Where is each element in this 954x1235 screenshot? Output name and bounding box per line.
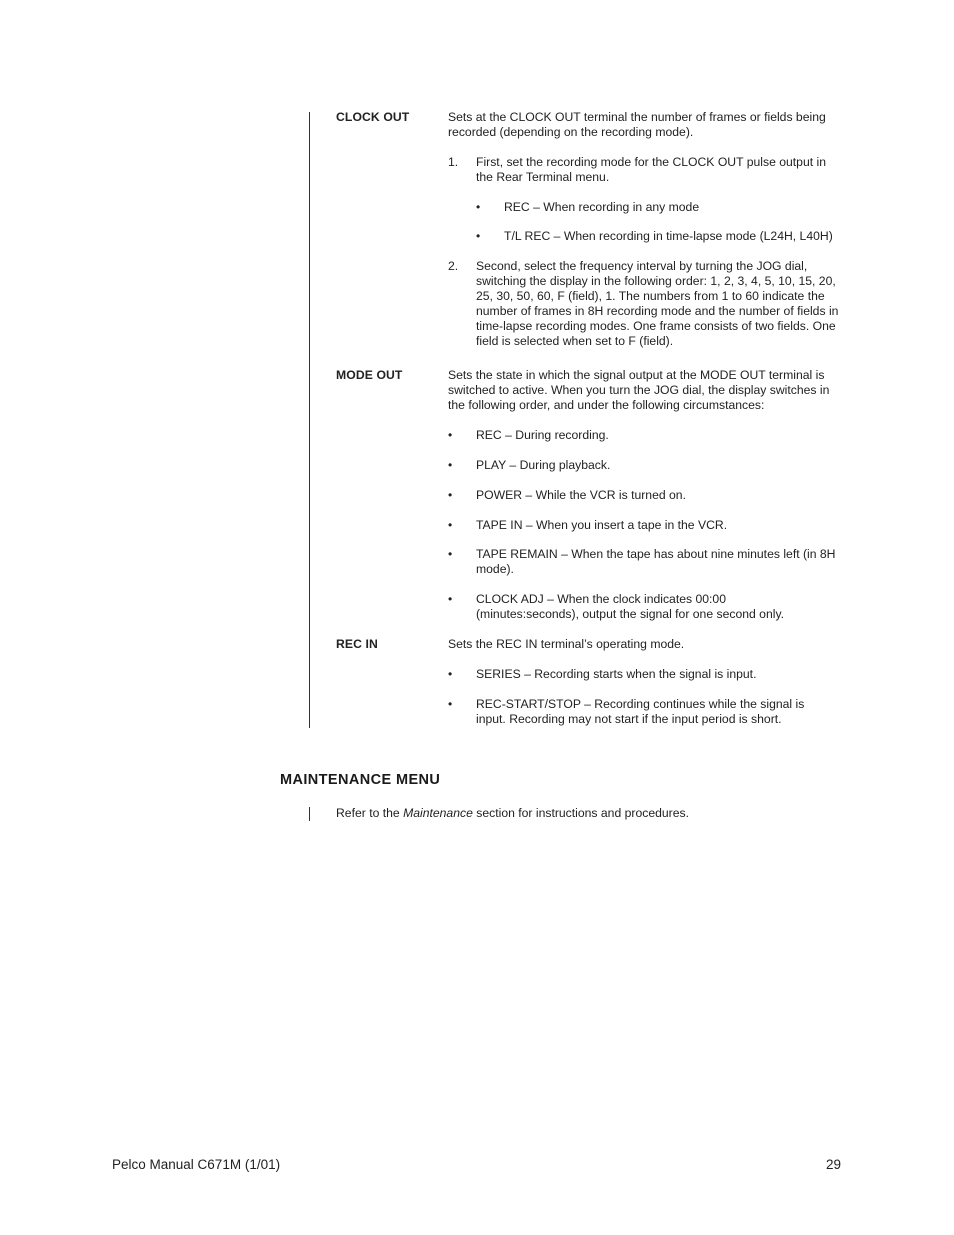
footer-manual: Pelco Manual C671M (1/01) — [112, 1157, 281, 1172]
maintenance-text-before: Refer to the — [336, 806, 404, 820]
step-text: Second, select the frequency interval by turning the JOG dial, switching the display in the following order: 1, 2, 3, 4, 5, 10, 15, 20, 25, 30, 50, 60, F (field), 1. The numbers from 1 to 60 indicate the number of frames in 8H recording mode and the number of fields in time-lapse recording modes. One frame consists of two fields. One field is selected when set to F (field). — [476, 259, 839, 348]
list-item: PLAY – During playback. — [476, 458, 611, 472]
bullet: • — [448, 428, 453, 442]
bullet: • — [448, 547, 453, 561]
mode-out-description: Sets the state in which the signal output at the MODE OUT terminal is switched to active. When you turn the JOG dial, the display switches in the following order, and under the following circumstances: — [448, 368, 830, 412]
list-item: REC – During recording. — [476, 428, 609, 442]
bullet: • — [448, 458, 453, 472]
maintenance-section-reference: Maintenance — [403, 806, 473, 820]
maintenance-text-after: section for instructions and procedures. — [472, 806, 689, 820]
step-text: First, set the recording mode for the CLOCK OUT pulse output in the Rear Terminal menu. — [476, 155, 826, 184]
bullet: • — [448, 518, 453, 532]
sub-list-item: REC – When recording in any mode — [504, 200, 700, 214]
page-number: 29 — [826, 1157, 842, 1172]
bullet: • — [448, 592, 453, 606]
bullet: • — [476, 200, 481, 214]
rec-in-description: Sets the REC IN terminal’s operating mode. — [448, 637, 685, 651]
list-item: TAPE IN – When you insert a tape in the VCR. — [476, 518, 728, 532]
bullet: • — [448, 667, 453, 681]
clock-out-term: CLOCK OUT — [336, 110, 410, 124]
sub-list-item: T/L REC – When recording in time-lapse mode (L24H, L40H) — [504, 229, 833, 243]
bullet: • — [448, 697, 453, 711]
list-item: SERIES – Recording starts when the signal is input. — [476, 667, 757, 681]
maintenance-heading: MAINTENANCE MENU — [280, 772, 441, 788]
change-bar — [309, 807, 310, 821]
step-number: 2. — [448, 259, 459, 273]
mode-out-term: MODE OUT — [336, 368, 403, 382]
bullet: • — [448, 488, 453, 502]
clock-out-description: Sets at the CLOCK OUT terminal the number of frames or fields being recorded (depending on the recording mode). — [448, 110, 826, 139]
list-item: CLOCK ADJ – When the clock indicates 00:00 (minutes:seconds), output the signal for one second only. — [476, 592, 785, 621]
list-item: REC-START/STOP – Recording continues while the signal is input. Recording may not start if the input period is short. — [476, 697, 805, 726]
rec-in-term: REC IN — [336, 637, 378, 651]
step-number: 1. — [448, 155, 459, 169]
list-item: TAPE REMAIN – When the tape has about nine minutes left (in 8H mode). — [476, 547, 836, 576]
change-bar — [309, 112, 310, 728]
bullet: • — [476, 229, 481, 243]
list-item: POWER – While the VCR is turned on. — [476, 488, 686, 502]
maintenance-text — [336, 806, 689, 821]
